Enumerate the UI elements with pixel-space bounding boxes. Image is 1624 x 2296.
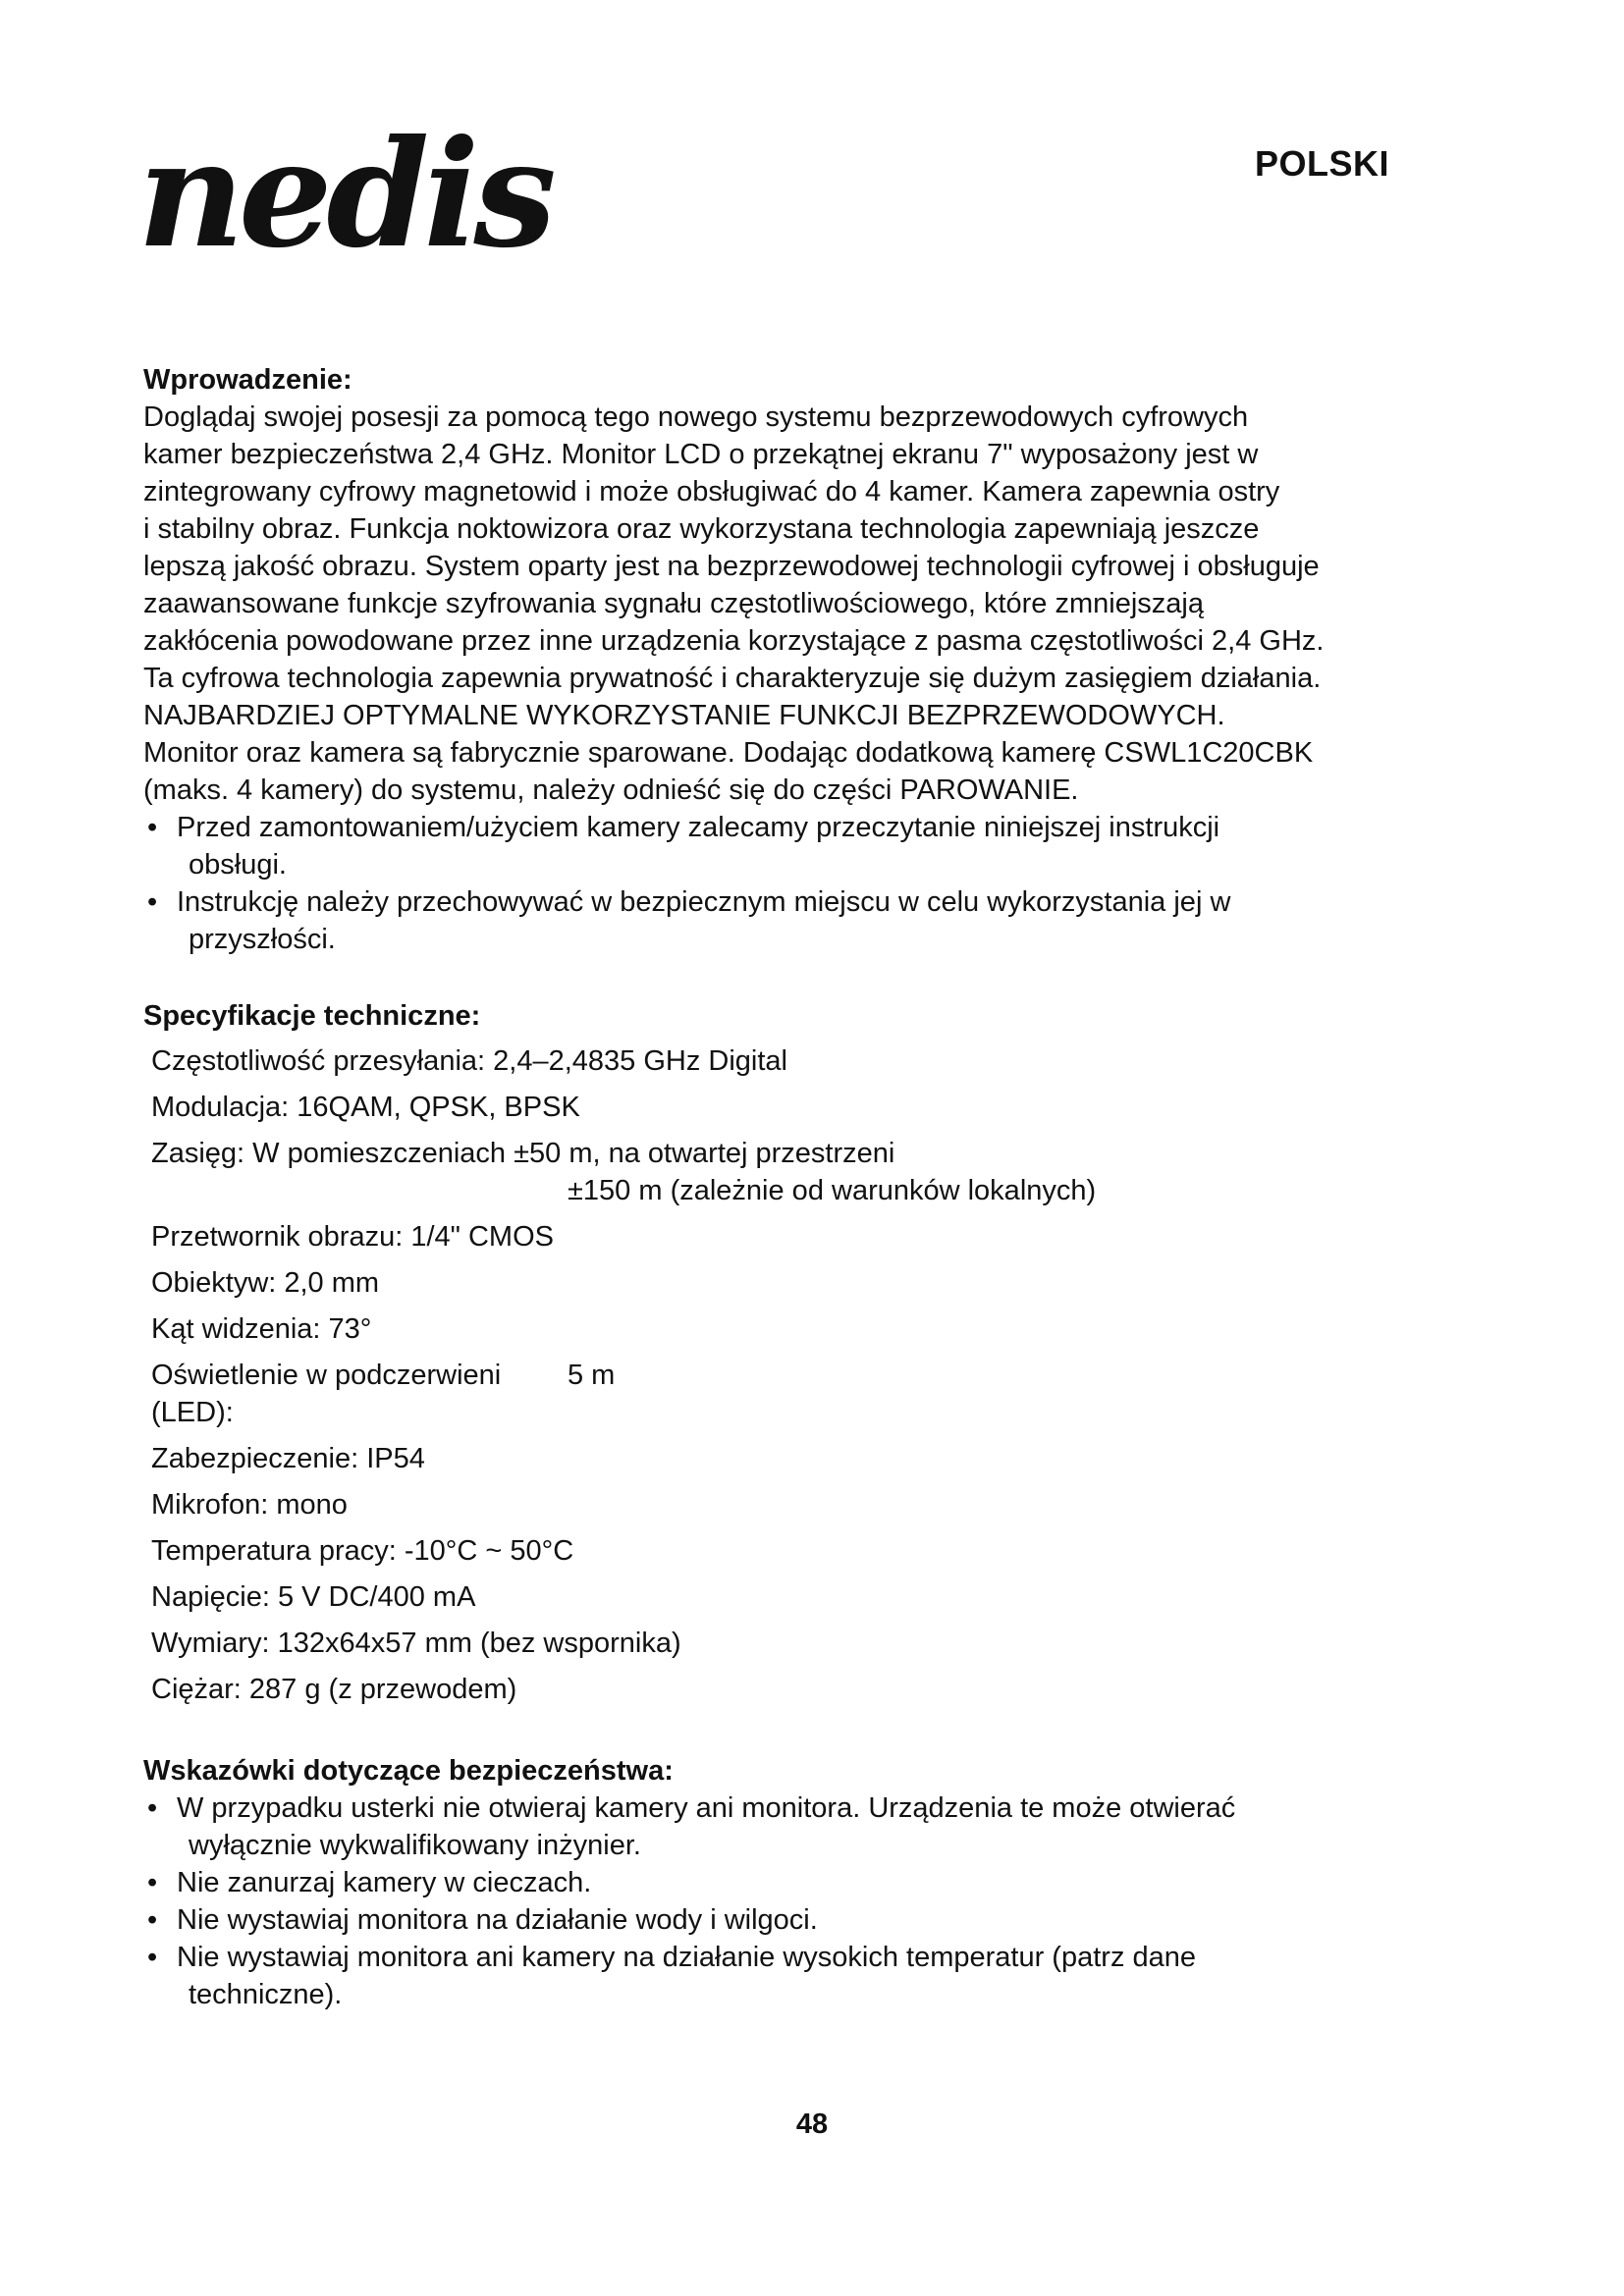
- spec-angle: Kąt widzenia: 73°: [151, 1313, 372, 1345]
- spec-range: [151, 1135, 1380, 1209]
- safety-bullet-item: [143, 1864, 1380, 1901]
- intro-line: zaawansowane funkcje szyfrowania sygnału częstotliwościowego, które zmniejszają: [143, 588, 1204, 619]
- safety-bullet-item: [143, 1901, 1380, 1939]
- spec-ir: [151, 1357, 1380, 1431]
- safety-bullet-list: [143, 1789, 1380, 2013]
- intro-line: Monitor oraz kamera są fabrycznie sparowane. Dodając dodatkową kamerę CSWL1C20CBK: [143, 737, 1314, 769]
- bullet-icon: •: [147, 1867, 158, 1898]
- intro-line: zakłócenia powodowane przez inne urządzenia korzystające z pasma częstotliwości 2,4 GHz.: [143, 625, 1325, 657]
- bullet-text: Nie wystawiaj monitora na działanie wody i wilgoci.: [177, 1904, 818, 1936]
- bullet-text-continued: wyłącznie wykwalifikowany inżynier.: [189, 1830, 641, 1861]
- bullet-icon: •: [147, 1942, 158, 1973]
- intro-bullet-list: [143, 809, 1380, 958]
- spec-protection: Zabezpieczenie: IP54: [151, 1443, 425, 1474]
- spec-lens: Obiektyw: 2,0 mm: [151, 1267, 380, 1299]
- intro-bullet-item: [143, 809, 1380, 883]
- bullet-text: Nie wystawiaj monitora ani kamery na działanie wysokich temperatur (patrz dane: [177, 1942, 1197, 1973]
- bullet-text: Przed zamontowaniem/użyciem kamery zalecamy przeczytanie niniejszej instrukcji: [177, 812, 1220, 843]
- bullet-icon: •: [147, 886, 158, 918]
- spec-weight: Ciężar: 287 g (z przewodem): [151, 1674, 517, 1705]
- safety-section: [143, 1752, 1380, 2013]
- intro-bullet-item: [143, 883, 1380, 958]
- nedis-logo: [137, 116, 648, 273]
- bullet-icon: •: [147, 1792, 158, 1824]
- document-body: [143, 361, 1380, 2013]
- spec-voltage: Napięcie: 5 V DC/400 mA: [151, 1581, 476, 1613]
- language-label: POLSKI: [1255, 143, 1390, 184]
- bullet-text: Nie zanurzaj kamery w cieczach.: [177, 1867, 592, 1898]
- bullet-text: Instrukcję należy przechowywać w bezpiecznym miejscu w celu wykorzystania jej w: [177, 886, 1231, 918]
- intro-line: (maks. 4 kamery) do systemu, należy odnieść się do części PAROWANIE.: [143, 774, 1079, 806]
- specs-heading: Specyfikacje techniczne:: [143, 1000, 481, 1032]
- bullet-text-continued: obsługi.: [189, 849, 287, 881]
- specs-section: [143, 997, 1380, 1708]
- spec-ir-value: 5 m: [568, 1360, 616, 1391]
- safety-bullet-item: [143, 1939, 1380, 2013]
- intro-line: lepszą jakość obrazu. System oparty jest na bezprzewodowej technologii cyfrowej i obsługuje: [143, 551, 1320, 582]
- spec-sensor: Przetwornik obrazu: 1/4" CMOS: [151, 1221, 554, 1253]
- intro-line: NAJBARDZIEJ OPTYMALNE WYKORZYSTANIE FUNKCJI BEZPRZEWODOWYCH.: [143, 700, 1225, 731]
- intro-line: Ta cyfrowa technologia zapewnia prywatność i charakteryzuje się dużym zasięgiem działania.: [143, 663, 1322, 694]
- bullet-text-continued: przyszłości.: [189, 924, 336, 955]
- specs-list: [151, 1042, 1380, 1708]
- intro-heading: Wprowadzenie:: [143, 364, 352, 396]
- intro-line: Doglądaj swojej posesji za pomocą tego nowego systemu bezprzewodowych cyfrowych: [143, 401, 1249, 433]
- bullet-text: W przypadku usterki nie otwieraj kamery ani monitora. Urządzenia te może otwierać: [177, 1792, 1236, 1824]
- safety-heading: Wskazówki dotyczące bezpieczeństwa:: [143, 1755, 674, 1787]
- intro-line: i stabilny obraz. Funkcja noktowizora oraz wykorzystana technologia zapewniają jeszcze: [143, 513, 1260, 545]
- page-number: 48: [795, 2109, 829, 2140]
- spec-frequency: Częstotliwość przesyłania: 2,4–2,4835 GHz Digital: [151, 1045, 787, 1077]
- spec-ir-label-line2: (LED):: [151, 1397, 234, 1428]
- intro-line: kamer bezpieczeństwa 2,4 GHz. Monitor LCD o przekątnej ekranu 7" wyposażony jest w: [143, 439, 1259, 470]
- spec-temperature: Temperatura pracy: -10°C ~ 50°C: [151, 1535, 574, 1567]
- intro-line: zintegrowany cyfrowy magnetowid i może obsługiwać do 4 kamer. Kamera zapewnia ostry: [143, 476, 1280, 507]
- intro-section: [143, 361, 1380, 958]
- bullet-icon: •: [147, 812, 158, 843]
- bullet-text-continued: techniczne).: [189, 1979, 343, 2010]
- bullet-icon: •: [147, 1904, 158, 1936]
- spec-ir-label: [151, 1357, 568, 1431]
- spec-range-line2: ±150 m (zależnie od warunków lokalnych): [568, 1175, 1097, 1206]
- spec-range-line1: Zasięg: W pomieszczeniach ±50 m, na otwartej przestrzeni: [151, 1138, 895, 1169]
- logo-wordmark: nedis: [137, 116, 551, 273]
- spec-ir-label-line1: Oświetlenie w podczerwieni: [151, 1360, 502, 1391]
- spec-modulation: Modulacja: 16QAM, QPSK, BPSK: [151, 1092, 580, 1123]
- safety-bullet-item: [143, 1789, 1380, 1864]
- spec-microphone: Mikrofon: mono: [151, 1489, 348, 1521]
- spec-dimensions: Wymiary: 132x64x57 mm (bez wspornika): [151, 1628, 681, 1659]
